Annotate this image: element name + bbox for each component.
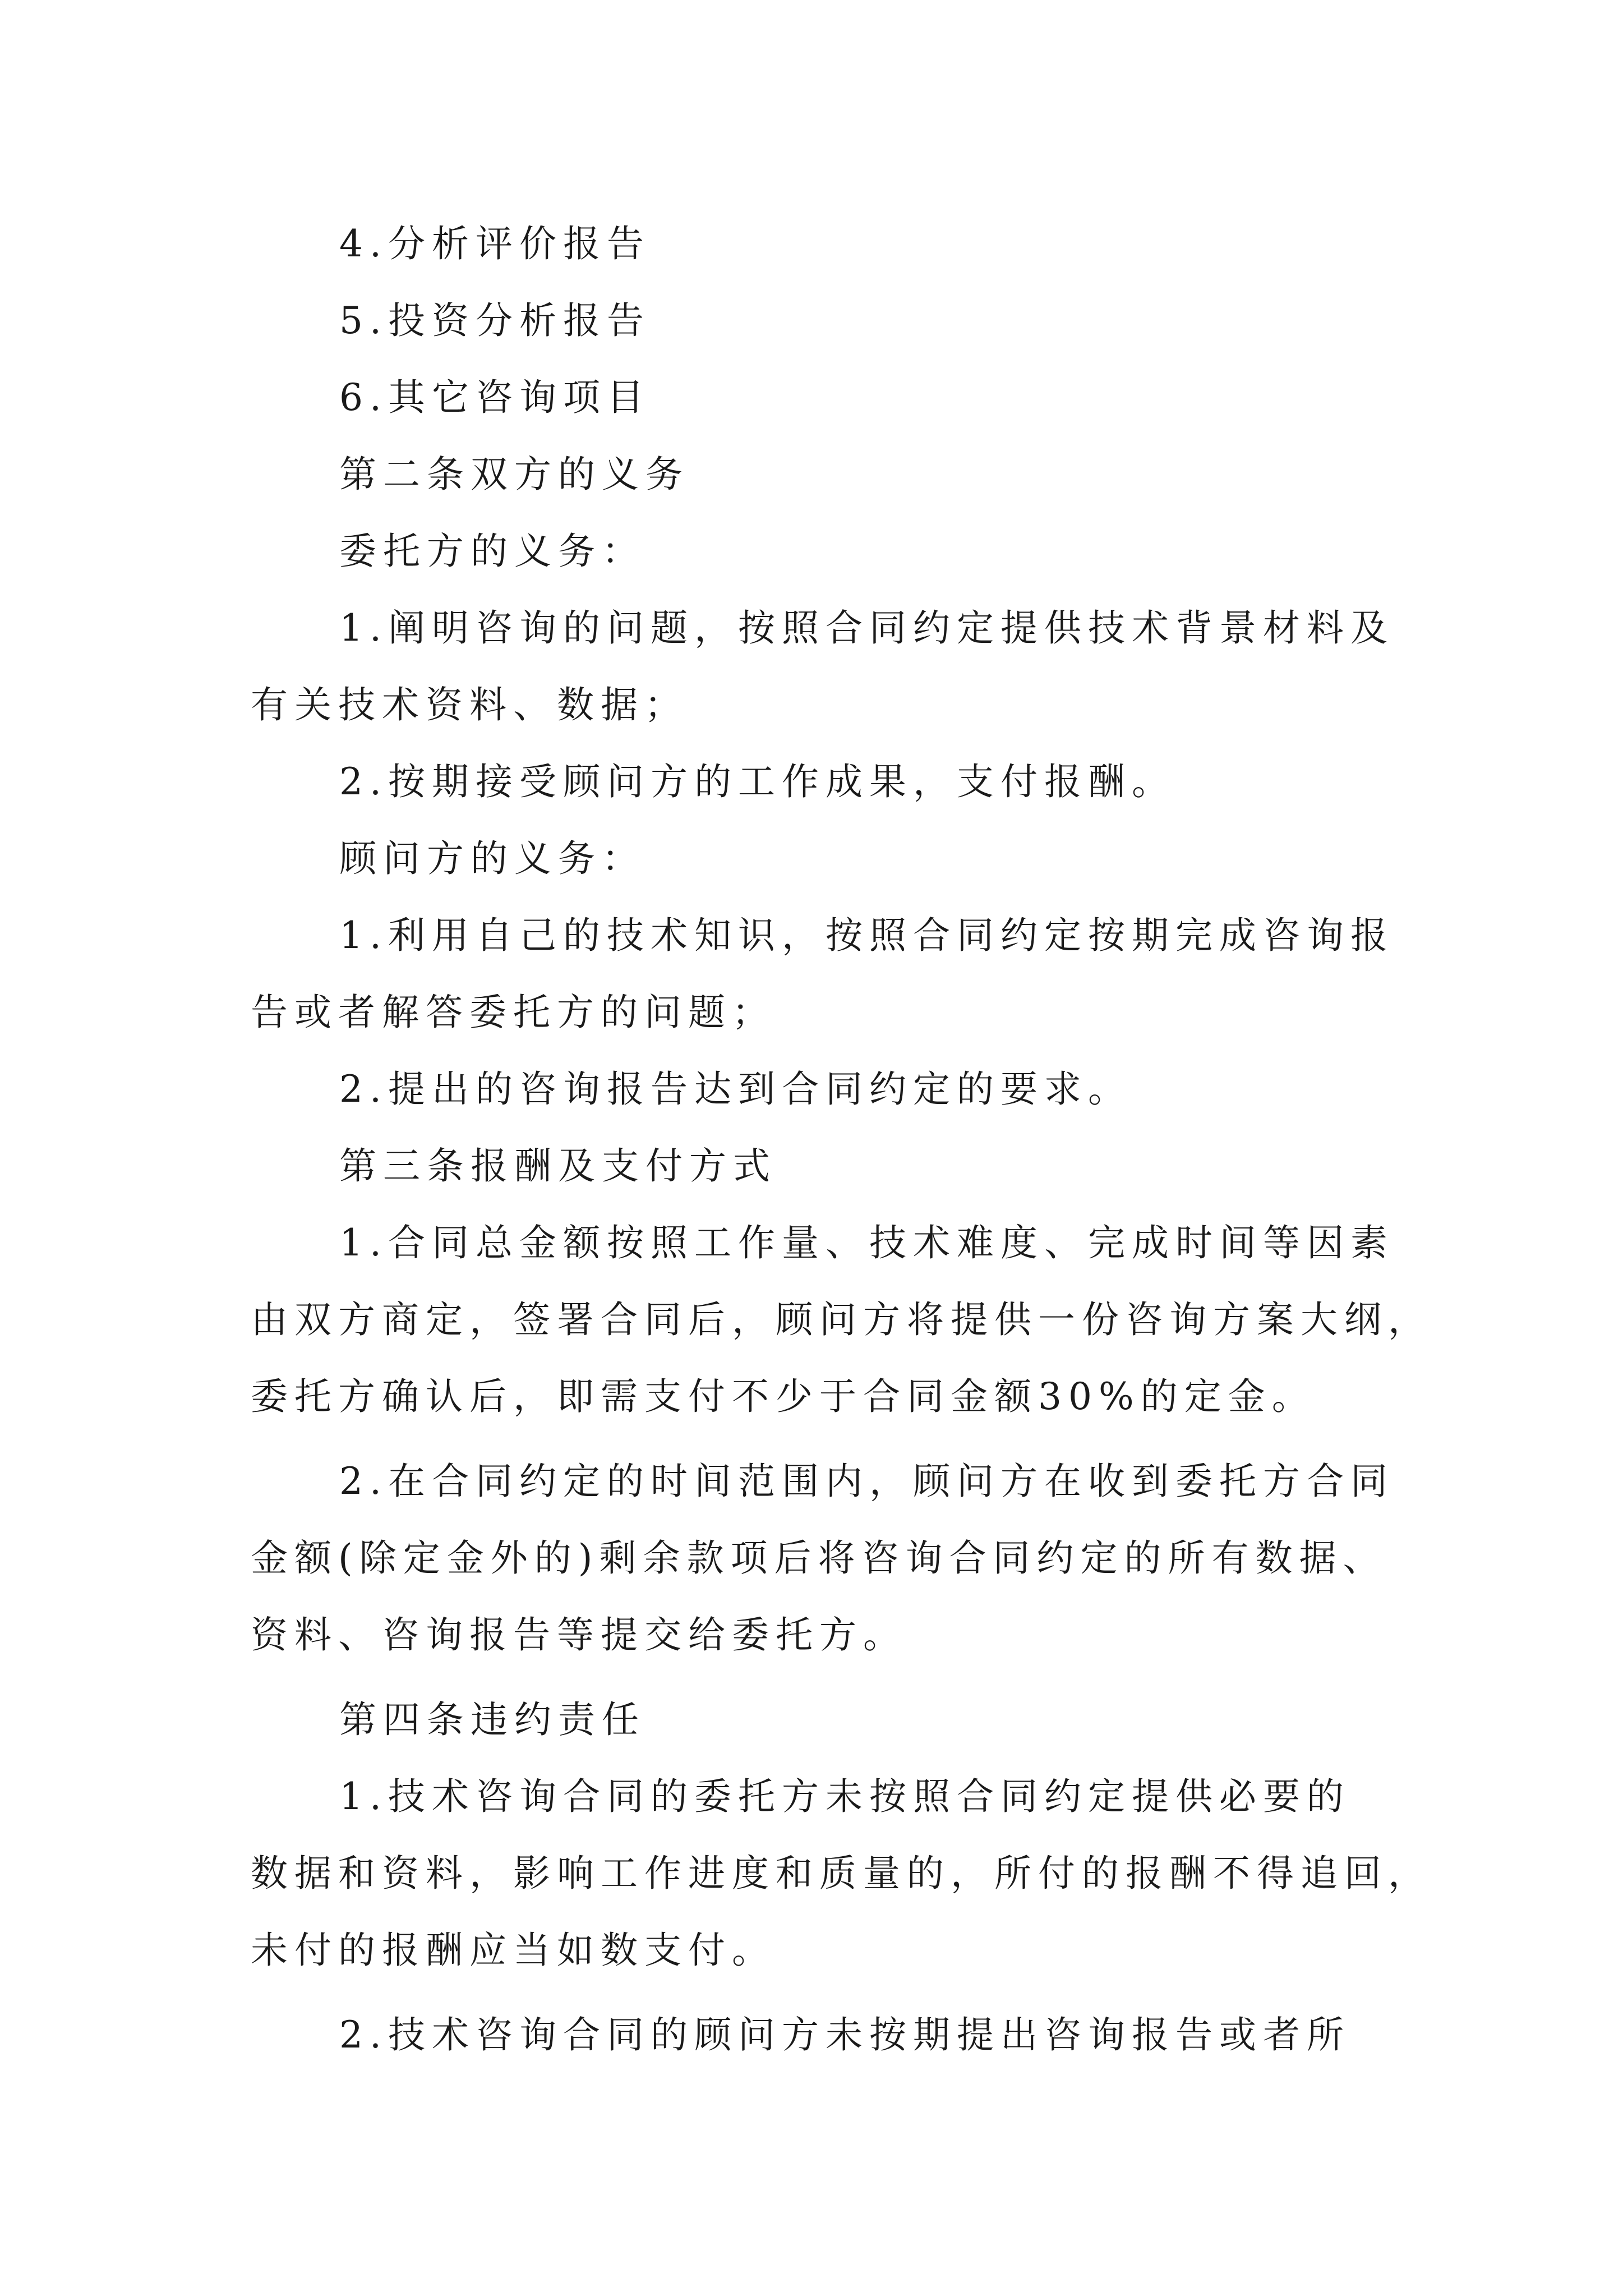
paragraph-line: 2.按期接受顾问方的工作成果，支付报酬。 (339, 760, 1175, 803)
paragraph-line: 1.技术咨询合同的委托方未按照合同约定提供必要的 (339, 1775, 1350, 1818)
paragraph-line: 1.阐明咨询的问题，按照合同约定提供技术背景材料及 (339, 606, 1394, 650)
paragraph-line: 有关技术资料、数据； (251, 683, 688, 726)
list-item-analysis-report: 4.分析评价报告 (339, 222, 651, 265)
paragraph-line: 1.合同总金额按照工作量、技术难度、完成时间等因素 (339, 1221, 1394, 1264)
paragraph-line: 由双方商定，签署合同后，顾问方将提供一份咨询方案大纲， (251, 1298, 1432, 1341)
section-heading-article-2: 第二条双方的义务 (339, 453, 689, 496)
subheading-consultant-duties: 顾问方的义务： (339, 837, 645, 880)
paragraph-line: 数据和资料，影响工作进度和质量的，所付的报酬不得追回， (251, 1852, 1432, 1895)
paragraph-line: 金额(除定金外的)剩余款项后将咨询合同约定的所有数据、 (251, 1536, 1387, 1580)
paragraph-line: 2.在合同约定的时间范围内，顾问方在收到委托方合同 (339, 1460, 1394, 1503)
paragraph-line: 资料、咨询报告等提交给委托方。 (251, 1613, 907, 1657)
subheading-client-duties: 委托方的义务： (339, 530, 645, 573)
list-item-investment-report: 5.投资分析报告 (339, 299, 651, 342)
paragraph-line: 告或者解答委托方的问题； (251, 991, 776, 1034)
paragraph-line: 委托方确认后，即需支付不少于合同金额30%的定金。 (251, 1375, 1316, 1418)
list-item-other-projects: 6.其它咨询项目 (339, 376, 651, 419)
section-heading-article-4: 第四条违约责任 (339, 1698, 645, 1741)
paragraph-line: 未付的报酬应当如数支付。 (251, 1929, 776, 1972)
paragraph-line: 2.技术咨询合同的顾问方未按期提出咨询报告或者所 (339, 2013, 1350, 2056)
paragraph-line: 1.利用自己的技术知识，按照合同约定按期完成咨询报 (339, 914, 1394, 957)
section-heading-article-3: 第三条报酬及支付方式 (339, 1144, 777, 1188)
paragraph-line: 2.提出的咨询报告达到合同约定的要求。 (339, 1068, 1132, 1111)
